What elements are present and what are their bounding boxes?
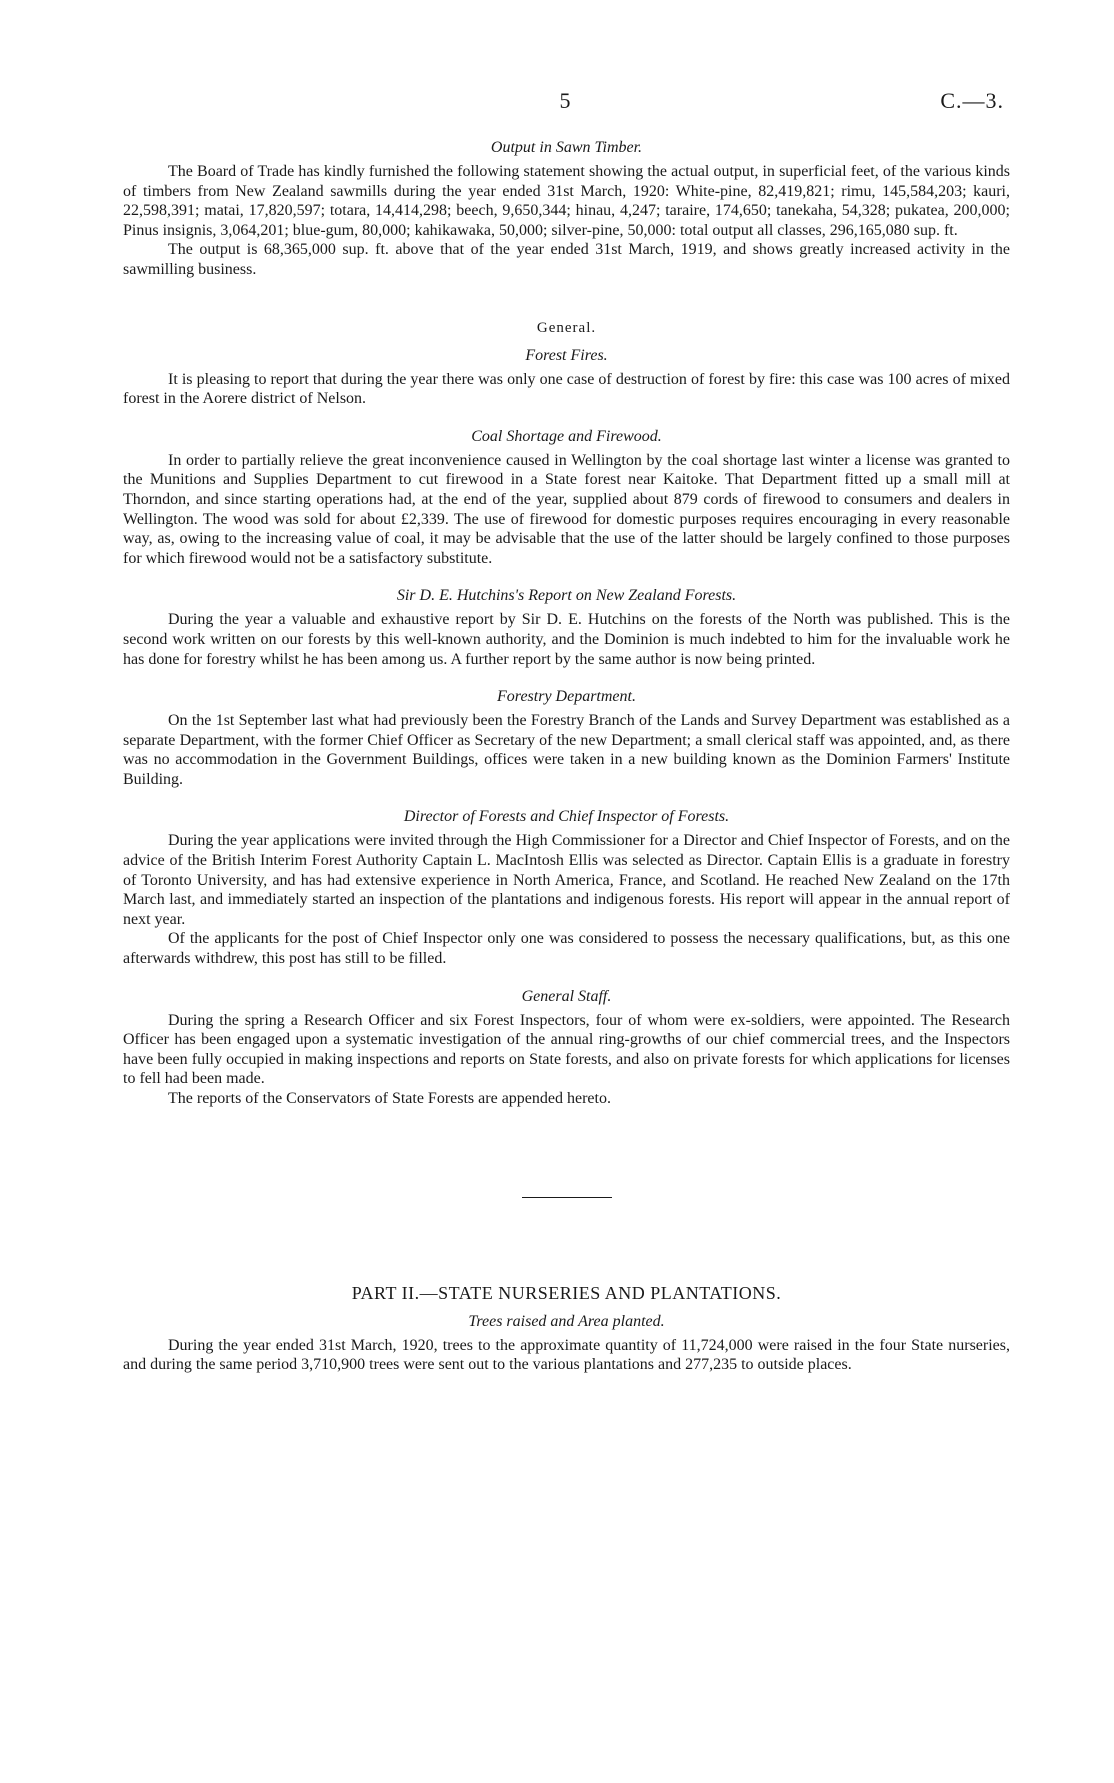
paragraph-hutchins-report: During the year a valuable and exhaustive report by Sir D. E. Hutchins on the forests of the North was published. This is the second work written on our forests by this well-known authority, and the Dominion is much indebted to him for the invaluable work he has done for forestry whilst he has been among us. A further report by the same author is now being printed. <box>123 611 1010 668</box>
section-director-of-forests <box>123 807 1010 968</box>
paragraph-director-appointment: During the year applications were invited through the High Commissioner for a Director and Chief Inspector of Forests, and on the advice of the British Interim Forest Authority Captain L. MacIntosh Ellis was selected as Director. Captain Ellis is a graduate in forestry of Toronto University, and has had extensive experience in North America, France, and Scotland. He reached New Zealand on the 17th March last, and immediately started an inspection of the plantations and indigenous forests. His report will appear in the annual report of next year. <box>123 832 1010 928</box>
paragraph-conservators-reports: The reports of the Conservators of State Forests are appended hereto. <box>168 1090 611 1107</box>
paragraph-trees-raised: During the year ended 31st March, 1920, trees to the approximate quantity of 11,724,000 were raised in the four State nurseries, and during the same period 3,710,900 trees were sent out to the various plantations and 277,235 to outside places. <box>123 1336 1010 1374</box>
paragraph-chief-inspector: Of the applicants for the post of Chief Inspector only one was considered to possess the necessary qualifications, but, as this one afterwards withdrew, this post has still to be filled. <box>123 930 1010 968</box>
section-forestry-department <box>123 687 1010 789</box>
paragraph-coal-shortage: In order to partially relieve the great inconvenience caused in Wellington by the coal shortage last winter a license was granted to the Munitions and Supplies Department to cut firewood in a State forest near Kaitoke. That Department fitted up a small mill at Thorndon, and since starting operations had, at the end of the year, supplied about 879 cords of firewood to consumers and dealers in Wellington. The wood was sold for about £2,339. The use of firewood for domestic purposes requires encouraging in every reasonable way, as, owing to the increasing value of coal, it may be advisable that the use of the latter should be largely confined to those purposes for which firewood would not be a satisfactory substitute. <box>123 451 1010 567</box>
section-coal-shortage <box>123 427 1010 569</box>
section-general-staff <box>123 987 1010 1109</box>
part-heading-state-nurseries: PART II.—STATE NURSERIES AND PLANTATIONS. <box>351 1282 782 1303</box>
section-heading-forestry-department: Forestry Department. <box>497 688 636 706</box>
document-body <box>123 138 1010 1375</box>
section-hutchins-report <box>123 586 1010 669</box>
paragraph-forest-fires: It is pleasing to report that during the year there was only one case of destruction of forest by fire: this case was 100 acres of mixed forest in the Aorere district of Nelson. <box>123 370 1010 408</box>
section-heading-forest-fires: Forest Fires. <box>525 346 608 364</box>
section-heading-director-of-forests: Director of Forests and Chief Inspector of Forests. <box>403 808 730 826</box>
section-divider-rule <box>522 1197 612 1198</box>
paragraph-output-increase: The output is 68,365,000 sup. ft. above that of the year ended 31st March, 1919, and shows greatly increased activity in the sawmilling business. <box>123 241 1010 278</box>
section-heading-output-sawn-timber: Output in Sawn Timber. <box>490 139 643 156</box>
paragraph-general-staff: During the spring a Research Officer and six Forest Inspectors, four of whom were ex-soldiers, were appointed. The Research Officer has been engaged upon a systematic investigation of the annual ring-growths of our chief commercial trees, and the Inspectors have been fully occupied in making inspections and reports on State forests, and also on private forests for which applications for licenses to fell had been made. <box>123 1011 1010 1088</box>
document-reference: C.—3. <box>940 88 1004 113</box>
section-heading-general-staff: General Staff. <box>521 987 612 1005</box>
section-heading-coal-shortage: Coal Shortage and Firewood. <box>471 427 662 445</box>
section-trees-raised <box>123 1312 1010 1375</box>
section-forest-fires <box>123 346 1010 409</box>
section-heading-hutchins-report: Sir D. E. Hutchins's Report on New Zealand Forests. <box>396 587 737 605</box>
paragraph-forestry-department: On the 1st September last what had previously been the Forestry Branch of the Lands and Survey Department was established as a separate Department, with the former Chief Officer as Secretary of the new Department; a small clerical staff was appointed, and, as there was no accommodation in the Government Buildings, offices were taken in a new building known as the Dominion Farmers' Institute Building. <box>123 712 1010 788</box>
section-heading-trees-raised: Trees raised and Area planted. <box>468 1312 665 1330</box>
section-output-sawn-timber <box>123 138 1010 280</box>
major-heading-general: General. <box>536 319 597 336</box>
paragraph-output-statement: The Board of Trade has kindly furnished the following statement showing the actual output, in superficial feet, of the various kinds of timbers from New Zealand sawmills during the year ended 31st March, 1920: White-pine, 82,419,821; rimu, 145,584,203; kauri, 22,598,391; matai, 17,820,597; totara, 14,414,298; beech, 9,650,344; hinau, 4,247; taraire, 174,650; tanekaha, 54,328; pukatea, 200,000; Pinus insignis, 3,064,201; blue-gum, 80,000; kahikawaka, 50,000; silver-pine, 50,000: total output all classes, 296,165,080 sup. ft. <box>123 163 1010 239</box>
page-number: 5 <box>559 88 571 113</box>
